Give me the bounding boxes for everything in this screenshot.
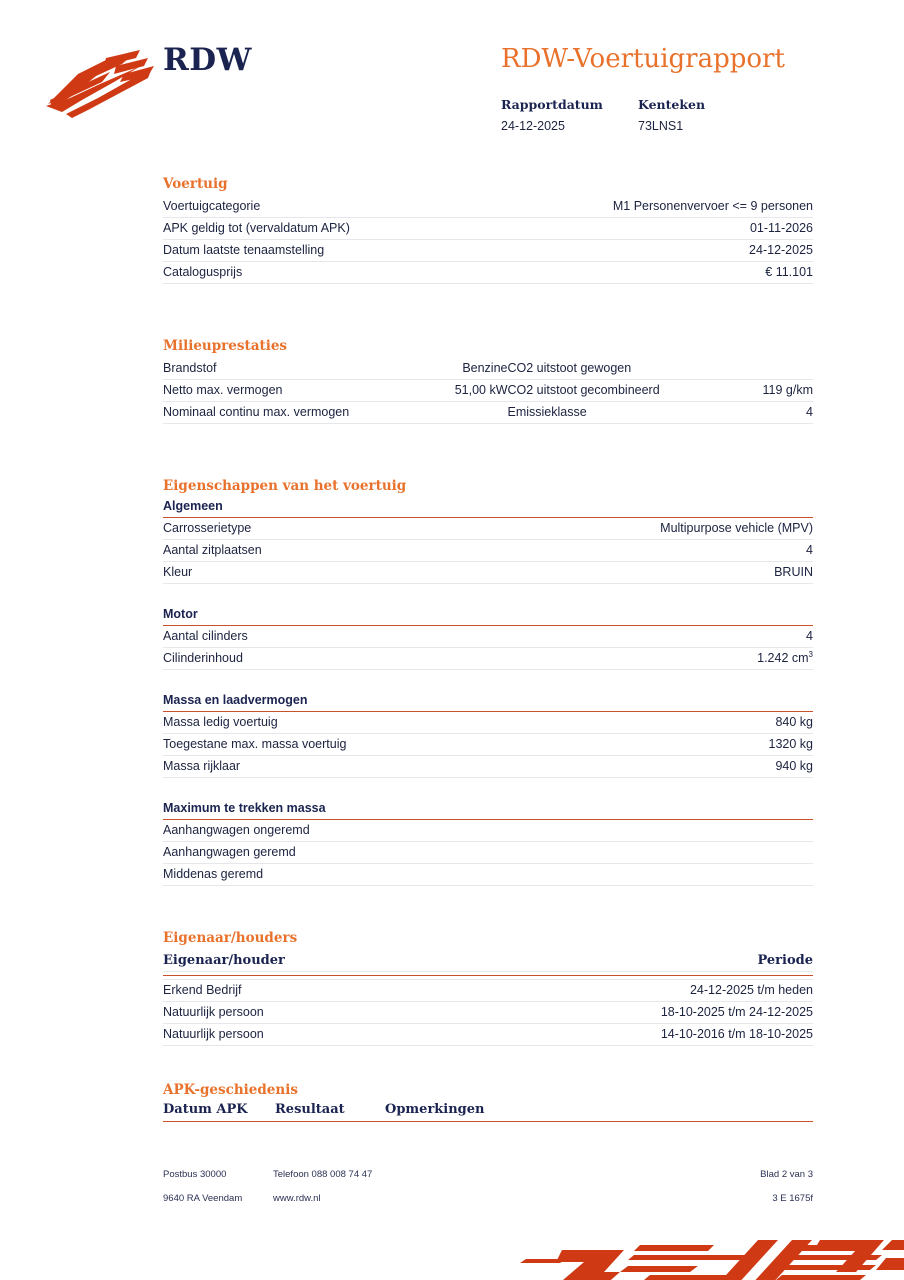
rdw-arrow-logo-icon <box>44 48 162 120</box>
section-voertuig <box>163 176 813 284</box>
kenteken-value: 73LNS1 <box>638 119 684 133</box>
row-label: APK geldig tot (vervaldatum APK) <box>163 218 540 240</box>
section-eigenschappen <box>163 478 813 886</box>
column-header-opmerkingen: Opmerkingen <box>385 1102 485 1117</box>
subsection-title-trekken: Maximum te trekken massa <box>163 801 326 815</box>
algemeen-table <box>163 518 813 584</box>
row-label: Datum laatste tenaamstelling <box>163 240 540 262</box>
table-row <box>163 218 813 240</box>
massa-table <box>163 712 813 778</box>
row-value: 14-10-2016 t/m 18-10-2025 <box>488 1024 813 1046</box>
footer-row <box>163 1192 813 1205</box>
row-label: Massa rijklaar <box>163 756 521 778</box>
row-label: Toegestane max. massa voertuig <box>163 734 521 756</box>
table-row <box>163 820 813 842</box>
table-row <box>163 240 813 262</box>
row-value: 1320 kg <box>521 734 814 756</box>
table-row <box>163 518 813 540</box>
row-label: Catalogusprijs <box>163 262 540 284</box>
row-value: 840 kg <box>521 712 814 734</box>
footer-telefoon: Telefoon 088 008 74 47 <box>273 1169 373 1180</box>
row-label: Carrosserietype <box>163 518 521 540</box>
section-title-apk-geschiedenis: APK-geschiedenis <box>163 1082 298 1098</box>
column-header-owner: Eigenaar/houder <box>163 950 488 972</box>
table-row <box>163 980 813 1002</box>
row-value <box>521 820 814 842</box>
milieu-table <box>163 358 813 424</box>
table-row <box>163 1002 813 1024</box>
table-row <box>163 262 813 284</box>
table-row <box>163 734 813 756</box>
motor-table <box>163 626 813 670</box>
row-value-cilinderinhoud <box>521 648 814 670</box>
row-value: 940 kg <box>521 756 814 778</box>
footer-page-number: Blad 2 van 3 <box>760 1169 813 1180</box>
row-label: Aantal cilinders <box>163 626 521 648</box>
report-meta <box>501 97 841 134</box>
row-label-right: Emissieklasse <box>508 402 716 424</box>
row-value <box>521 864 814 886</box>
row-label: Erkend Bedrijf <box>163 980 488 1002</box>
divider <box>163 1121 813 1122</box>
table-row <box>163 864 813 886</box>
table-row <box>163 712 813 734</box>
voertuig-table <box>163 196 813 284</box>
section-eigenaar-houders <box>163 930 813 1046</box>
row-value: 18-10-2025 t/m 24-12-2025 <box>488 1002 813 1024</box>
row-label-right: CO2 uitstoot gecombineerd <box>508 380 716 402</box>
kenteken-label: Kenteken <box>638 97 706 112</box>
row-label: Aanhangwagen ongeremd <box>163 820 521 842</box>
row-value: Multipurpose vehicle (MPV) <box>521 518 814 540</box>
row-value: 24-12-2025 t/m heden <box>488 980 813 1002</box>
meta-kenteken <box>638 97 705 134</box>
section-title-eigenschappen: Eigenschappen van het voertuig <box>163 478 407 494</box>
rapportdatum-label: Rapportdatum <box>501 97 603 112</box>
subsection-title-motor: Motor <box>163 607 198 621</box>
row-value-right: 4 <box>716 402 814 424</box>
table-row <box>163 756 813 778</box>
apk-table-header-row <box>163 1102 813 1121</box>
row-value-right: 119 g/km <box>716 380 814 402</box>
section-title-eigenaar-houders: Eigenaar/houders <box>163 930 298 946</box>
table-row <box>163 402 813 424</box>
row-value: € 11.101 <box>540 262 813 284</box>
table-header-row <box>163 950 813 972</box>
row-value: 4 <box>521 540 814 562</box>
unit-exponent: 3 <box>808 649 813 659</box>
section-title-milieuprestaties: Milieuprestaties <box>163 338 288 354</box>
row-label: Aantal zitplaatsen <box>163 540 521 562</box>
row-value-right <box>716 358 814 380</box>
row-label: Natuurlijk persoon <box>163 1002 488 1024</box>
table-row <box>163 562 813 584</box>
section-apk-geschiedenis <box>163 1082 813 1122</box>
trekken-table <box>163 820 813 886</box>
table-row <box>163 540 813 562</box>
page-footer <box>163 1168 813 1216</box>
rdw-speed-lines-graphic <box>500 1228 904 1280</box>
row-label: Natuurlijk persoon <box>163 1024 488 1046</box>
footer-postbus: Postbus 30000 <box>163 1169 227 1180</box>
table-row <box>163 358 813 380</box>
column-header-datum-apk: Datum APK <box>163 1102 248 1117</box>
row-value-left <box>384 402 508 424</box>
row-value-left: Benzine <box>384 358 508 380</box>
table-row <box>163 380 813 402</box>
section-milieuprestaties <box>163 338 813 424</box>
row-value <box>521 842 814 864</box>
table-row <box>163 1024 813 1046</box>
meta-rapportdatum <box>501 97 638 134</box>
row-label: Aanhangwagen geremd <box>163 842 521 864</box>
row-label-left: Netto max. vermogen <box>163 380 384 402</box>
row-value: M1 Personenvervoer <= 9 personen <box>540 196 813 218</box>
table-row <box>163 626 813 648</box>
row-value: 4 <box>521 626 814 648</box>
row-label: Cilinderinhoud <box>163 648 521 670</box>
section-title-voertuig: Voertuig <box>163 176 228 192</box>
subsection-title-massa: Massa en laadvermogen <box>163 693 308 707</box>
table-row <box>163 648 813 670</box>
eigenaar-table <box>163 950 813 1046</box>
row-value: 24-12-2025 <box>540 240 813 262</box>
row-label-left: Nominaal continu max. vermogen <box>163 402 384 424</box>
report-body <box>163 176 813 1122</box>
page-title: RDW-Voertuigrapport <box>501 44 785 74</box>
row-value: 01-11-2026 <box>540 218 813 240</box>
row-value: BRUIN <box>521 562 814 584</box>
column-header-resultaat: Resultaat <box>275 1102 345 1117</box>
subsection-title-algemeen: Algemeen <box>163 499 223 513</box>
rdw-wordmark: RDW <box>163 42 252 78</box>
row-label: Voertuigcategorie <box>163 196 540 218</box>
column-header-period: Periode <box>488 950 813 972</box>
row-label-left: Brandstof <box>163 358 384 380</box>
footer-city: 9640 RA Veendam <box>163 1193 243 1204</box>
footer-row <box>163 1168 813 1181</box>
row-label-right: CO2 uitstoot gewogen <box>508 358 716 380</box>
footer-form-code: 3 E 1675f <box>772 1193 813 1204</box>
row-label: Kleur <box>163 562 521 584</box>
table-row <box>163 196 813 218</box>
table-row <box>163 842 813 864</box>
footer-website: www.rdw.nl <box>273 1193 321 1204</box>
row-label: Massa ledig voertuig <box>163 712 521 734</box>
rapportdatum-value: 24-12-2025 <box>501 119 565 133</box>
row-value: 1.242 cm <box>757 651 809 665</box>
header-divider <box>163 972 813 980</box>
row-value-left: 51,00 kW <box>384 380 508 402</box>
report-header <box>0 0 904 160</box>
row-label: Middenas geremd <box>163 864 521 886</box>
